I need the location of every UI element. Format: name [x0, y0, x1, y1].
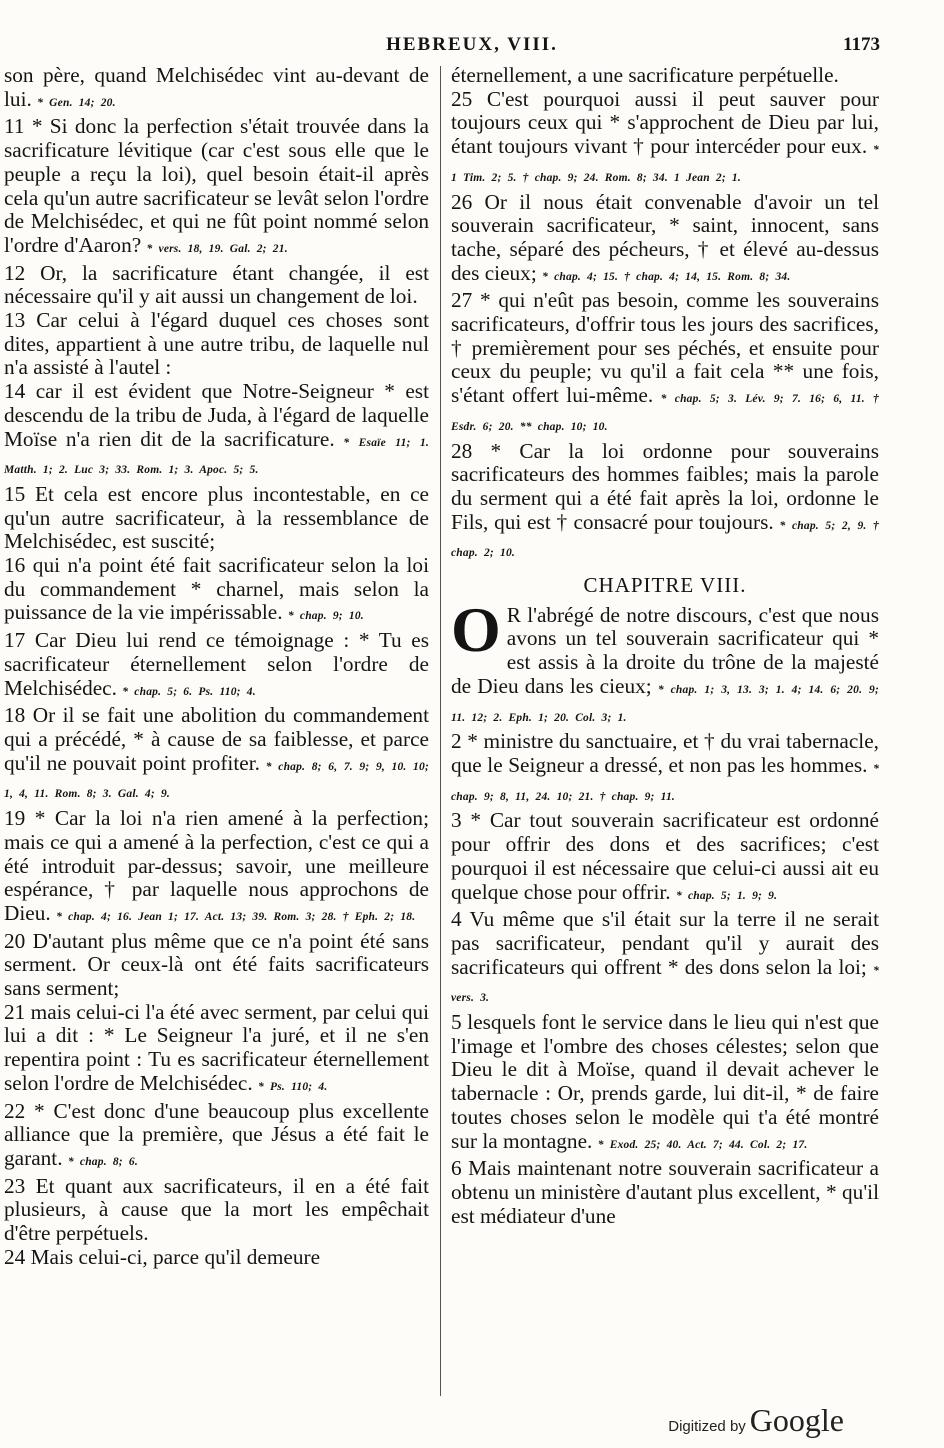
verse: 20 D'autant plus même que ce n'a point été sans serment. Or ceux-là ont été faits sacrificateurs sans serment;	[4, 928, 429, 1001]
verse: 21 mais celui-ci l'a été avec serment, par celui qui lui a dit : * Le Seigneur l'a juré, et il ne s'en repentira point : Tu es sacrificateur éternellement selon l'ordre de Melchisédec. * Ps. 110; 4.	[4, 999, 429, 1095]
verse: 17 Car Dieu lui rend ce témoignage : * Tu es sacrificateur éternellement selon l'ordre de Melchisédec. * chap. 5; 6. Ps. 110; 4.	[4, 628, 429, 700]
running-title: HEBREUX, VIII.	[386, 34, 558, 55]
digitized-watermark	[668, 1402, 844, 1442]
right-column	[451, 64, 879, 1228]
cross-reference: * chap. 5; 2, 9. † chap. 2; 10.	[451, 519, 879, 560]
verse: 2 * ministre du sanctuaire, et † du vrai tabernacle, que le Seigneur a dressé, et non pas les hommes. * chap. 9; 8, 11, 24. 10; 21. † chap. 9; 11.	[451, 729, 880, 803]
verse: 5 lesquels font le service dans le lieu qui n'est que l'image et l'ombre des choses célestes; selon que Dieu le dit à Moïse, quand il devait achever le tabernacle : Or, prends garde, lui dit-il, * de faire toutes choses selon le modèle qui t'a été montré sur la montagne. * Exod. 25; 40. Act. 7; 44. Col. 2; 17.	[451, 1010, 879, 1153]
cross-reference: * chap. 8; 6, 7. 9; 9, 10. 10; 1, 4, 11. Rom. 8; 3. Gal. 4; 9.	[4, 760, 429, 801]
cross-reference: * Exod. 25; 40. Act. 7; 44. Col. 2; 17.	[597, 1138, 808, 1151]
google-logo: Google	[749, 1402, 844, 1438]
cross-reference: * chap. 5; 1. 9; 9.	[675, 889, 778, 902]
verse: 26 Or il nous était convenable d'avoir un tel souverain sacrificateur, * saint, innocent, sans tache, séparé des pécheurs, † et élevé au-dessus des cieux; * chap. 4; 15. † chap. 4; 14, 15. Rom. 8; 34.	[451, 189, 879, 285]
verse: 12 Or, la sacrificature étant changée, il est nécessaire qu'il y ait aussi un changement de loi.	[4, 260, 429, 309]
cross-reference: * Ps. 110; 4.	[258, 1080, 328, 1093]
left-column	[4, 64, 429, 1269]
verse: O R l'abrégé de notre discours, c'est que nous avons un tel souverain sacrificateur qui * est assis à la droite du trône de la majesté de Dieu dans les cieux; * chap. 1; 3, 13. 3; 1. 4; 14. 6; 20. 9; 11. 12; 2. Eph. 1; 20. Col. 3; 1.	[451, 593, 880, 724]
verse: 24 Mais celui-ci, parce qu'il demeure	[4, 1244, 321, 1269]
verse: 6 Mais maintenant notre souverain sacrificateur a obtenu un ministère d'autant plus excellent, * qu'il est médiateur d'une	[451, 1156, 879, 1228]
cross-reference: * chap. 5; 6. Ps. 110; 4.	[122, 685, 256, 698]
verse: 15 Et cela est encore plus incontestable, en ce qu'un autre sacrificateur, à la ressemblance de Melchisédec, est suscité;	[4, 481, 429, 554]
verse: 23 Et quant aux sacrificateurs, il en a été fait plusieurs, à cause que la mort les empêchait d'être perpétuels.	[4, 1173, 429, 1246]
cross-reference: * Esaïe 11; 1. Matth. 1; 2. Luc 3; 33. Rom. 1; 3. Apoc. 5; 5.	[4, 436, 429, 477]
verse: 3 * Car tout souverain sacrificateur est ordonné pour offrir des dons et des sacrifices; c'est pourquoi il est nécessaire que celui-ci aussi ait eu quelque chose pour offrir. * chap. 5; 1. 9; 9.	[451, 808, 879, 904]
drop-cap: O	[451, 593, 501, 665]
verse: 16 qui n'a point été fait sacrificateur selon la loi du commandement * charnel, mais selon la puissance de la vie impérissable. * chap. 9; 10.	[4, 553, 429, 625]
cross-reference: * chap. 1; 3, 13. 3; 1. 4; 14. 6; 20. 9; 11. 12; 2. Eph. 1; 20. Col. 3; 1.	[451, 683, 880, 724]
verse: 25 C'est pourquoi aussi il peut sauver pour toujours ceux qui * s'approchent de Dieu par lui, étant toujours vivant † pour intercéder pour eux. * 1 Tim. 2; 5. † chap. 9; 24. Rom. 8; 34. 1 Jean 2; 1.	[451, 86, 879, 184]
cross-reference: * 1 Tim. 2; 5. † chap. 9; 24. Rom. 8; 34. 1 Jean 2; 1.	[451, 144, 879, 184]
column-divider	[440, 66, 441, 1396]
cross-reference: * chap. 4; 15. † chap. 4; 14, 15. Rom. 8; 34.	[542, 270, 791, 283]
cross-reference: * chap. 5; 3. Lév. 9; 7. 16; 6, 11. † Esdr. 6; 20. ** chap. 10; 10.	[451, 393, 880, 433]
cross-reference: * chap. 9; 8, 11, 24. 10; 21. † chap. 9; 11.	[451, 762, 880, 803]
chapter-heading: CHAPITRE VIII.	[583, 573, 747, 598]
cross-reference: * Gen. 14; 20.	[37, 96, 116, 109]
verse: 28 * Car la loi ordonne pour souverains sacrificateurs des hommes faibles; mais la parole du serment qui a été fait après la loi, ordonne le Fils, qui est † consacré pour toujours. * chap. 5; 2, 9. † chap. 2; 10.	[451, 438, 879, 560]
cross-reference: * vers. 3.	[451, 964, 880, 1005]
page-number: 1173	[843, 34, 880, 55]
verse: 19 * Car la loi n'a rien amené à la perfection; mais ce qui a amené à la perfection, c'est ce qui a été introduit par-dessus; savoir, une meilleure espérance, † par laquelle nous approchons de Dieu. * chap. 4; 16. Jean 1; 17. Act. 13; 39. Rom. 3; 28. † Eph. 2; 18.	[4, 806, 429, 925]
verse: 14 car il est évident que Notre-Seigneur * est descendu de la tribu de Juda, à l'égard de laquelle Moïse n'a rien dit de la sacrificature. * Esaïe 11; 1. Matth. 1; 2. Luc 3; 33. Rom. 1; 3. Apoc. 5; 5.	[4, 379, 429, 477]
verse: 22 * C'est donc d'une beaucoup plus excellente alliance que la première, que Jésus a été fait le garant. * chap. 8; 6.	[4, 1098, 429, 1170]
verse: 18 Or il se fait une abolition du commandement qui a précédé, * à cause de sa faiblesse, et parce qu'il ne pouvait point profiter. * chap. 8; 6, 7. 9; 9, 10. 10; 1, 4, 11. Rom. 8; 3. Gal. 4; 9.	[4, 703, 429, 801]
cross-reference: * chap. 8; 6.	[67, 1155, 138, 1168]
digitized-label: Digitized by	[668, 1418, 746, 1435]
verse: 11 * Si donc la perfection s'était trouvée dans la sacrificature lévitique (car c'est sous elle que le peuple a reçu la loi), quel besoin était-il après cela qu'un autre sacrificateur se levât selon l'ordre de Melchisédec, et qui ne fût point nommé selon l'ordre d'Aaron? * vers. 18, 19. Gal. 2; 21.	[4, 114, 429, 257]
cross-reference: * chap. 4; 16. Jean 1; 17. Act. 13; 39. Rom. 3; 28. † Eph. 2; 18.	[56, 910, 416, 923]
verse: éternellement, a une sacrificature perpétuelle.	[451, 63, 839, 87]
verse: 13 Car celui à l'égard duquel ces choses sont dites, appartient à une autre tribu, de laquelle nul n'a assisté à l'autel :	[4, 308, 429, 380]
cross-reference: * chap. 9; 10.	[287, 610, 364, 623]
cross-reference: * vers. 18, 19. Gal. 2; 21.	[146, 242, 288, 255]
page-header	[0, 34, 944, 58]
verse: 27 * qui n'eût pas besoin, comme les souverains sacrificateurs, d'offrir tous les jours des sacrifices, † premièrement pour ses péchés, et ensuite pour ceux du peuple; vu qu'il a fait cela ** une fois, s'étant offert lui-même. * chap. 5; 3. Lév. 9; 7. 16; 6, 11. † Esdr. 6; 20. ** chap. 10; 10.	[451, 288, 880, 433]
verse: son père, quand Melchisédec vint au-devant de lui. * Gen. 14; 20.	[4, 63, 429, 111]
verse: 4 Vu même que s'il était sur la terre il ne serait pas sacrificateur, pendant qu'il y aurait des sacrificateurs qui offrent * des dons selon la loi; * vers. 3.	[451, 907, 880, 1005]
